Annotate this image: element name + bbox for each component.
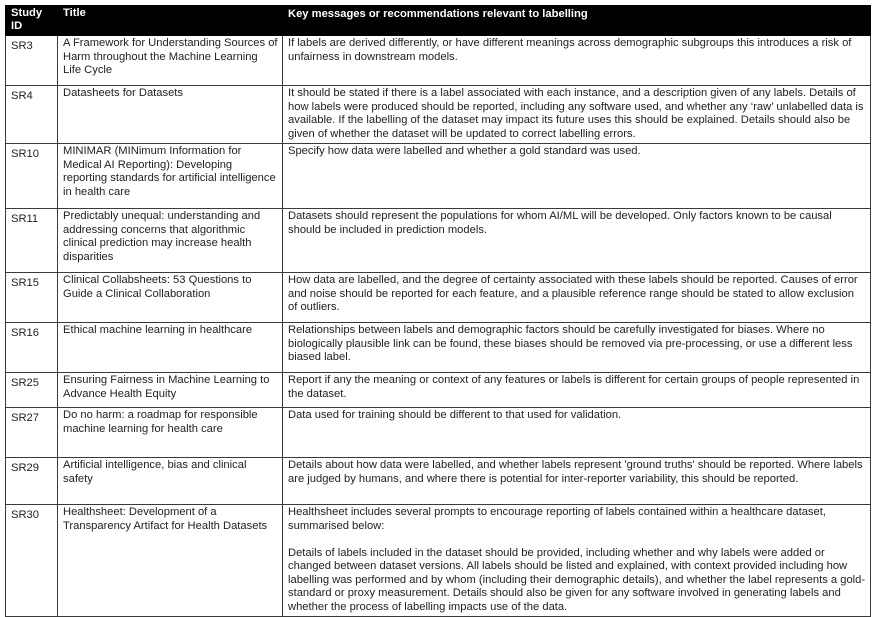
key-messages-cell (283, 323, 871, 373)
table-row (6, 144, 871, 209)
key-messages-cell (283, 209, 871, 273)
study-id-cell: SR25 (6, 373, 58, 408)
title-cell: MINIMAR (MINimum Information for Medical AI Reporting): Developing reporting standards for artificial intelligence in health care (58, 144, 283, 209)
header-study-id: Study ID (6, 6, 58, 36)
title-cell: Datasheets for Datasets (58, 86, 283, 144)
key-messages-cell (283, 86, 871, 144)
table-body (6, 36, 871, 617)
study-id-cell: SR10 (6, 144, 58, 209)
study-id-cell: SR29 (6, 458, 58, 505)
labelling-recommendations-table (5, 5, 871, 617)
table-header (6, 6, 871, 36)
key-messages-cell (283, 505, 871, 617)
key-message-text: If labels are derived differently, or have different meanings across demographic subgroups this introduces a risk of unfairness in downstream models. (288, 37, 852, 63)
table-row (6, 273, 871, 323)
study-id-cell: SR4 (6, 86, 58, 144)
table-row (6, 209, 871, 273)
title-cell: Ethical machine learning in healthcare (58, 323, 283, 373)
table-row (6, 36, 871, 86)
key-messages-cell (283, 144, 871, 209)
key-messages-cell (283, 408, 871, 458)
key-message-text: Report if any the meaning or context of any features or labels is different for certain groups of people represented in the dataset. (288, 374, 860, 400)
table-row (6, 86, 871, 144)
key-message-text: Details of labels included in the dataset should be provided, including whether and why labels were added or changed between dataset versions. All labels should be listed and explained, with context provided including how labelling was performed and by whom (including their demographic details), and whether the label represents a gold-standard or proxy measurement. Details should also be given for any software involved in generating labels and whether the process of labelling impacts use of the data. (288, 546, 866, 613)
key-message-text: Data used for training should be different to that used for validation. (288, 409, 622, 421)
study-id-cell: SR27 (6, 408, 58, 458)
study-id-cell: SR11 (6, 209, 58, 273)
table-row (6, 505, 871, 617)
key-messages-cell (283, 273, 871, 323)
key-messages-cell (283, 458, 871, 505)
key-message-text: Datasets should represent the populations for whom AI/ML will be developed. Only factors known to be causal should be included in prediction models. (288, 210, 832, 236)
table-row (6, 373, 871, 408)
key-messages-cell (283, 373, 871, 408)
table-row (6, 408, 871, 458)
title-cell: Do no harm: a roadmap for responsible machine learning for health care (58, 408, 283, 458)
key-message-text: How data are labelled, and the degree of certainty associated with these labels should be reported. Causes of error and noise should be reported for each feature, and a plausible reference range should be stated to allow exclusion of outliers. (288, 274, 858, 313)
key-message-intro: Healthsheet includes several prompts to encourage reporting of labels contained within a healthcare dataset, summarised below: (288, 506, 826, 532)
study-id-cell: SR15 (6, 273, 58, 323)
header-title: Title (58, 6, 283, 36)
title-cell: Clinical Collabsheets: 53 Questions to Guide a Clinical Collaboration (58, 273, 283, 323)
key-message-text: Details about how data were labelled, and whether labels represent 'ground truths' should be reported. Where labels are judged by humans, and where there is potential for inter-reporter variability, this should be reported. (288, 459, 863, 485)
header-key-messages: Key messages or recommendations relevant to labelling (283, 6, 871, 36)
title-cell: Artificial intelligence, bias and clinical safety (58, 458, 283, 505)
key-message-text: Relationships between labels and demographic factors should be carefully investigated for biases. Where no biologically plausible link can be found, these biases should be removed via pre-processing, or use a different less biased label. (288, 324, 853, 363)
study-id-cell: SR3 (6, 36, 58, 86)
title-cell: Predictably unequal: understanding and addressing concerns that algorithmic clinical prediction may increase health disparities (58, 209, 283, 273)
study-id-cell: SR16 (6, 323, 58, 373)
table-row (6, 323, 871, 373)
table-row (6, 458, 871, 505)
study-id-cell: SR30 (6, 505, 58, 617)
title-cell: Healthsheet: Development of a Transparency Artifact for Health Datasets (58, 505, 283, 617)
title-cell: A Framework for Understanding Sources of Harm throughout the Machine Learning Life Cycle (58, 36, 283, 86)
title-cell: Ensuring Fairness in Machine Learning to Advance Health Equity (58, 373, 283, 408)
key-message-text: Specify how data were labelled and whether a gold standard was used. (288, 145, 641, 157)
key-messages-cell (283, 36, 871, 86)
key-message-text: It should be stated if there is a label associated with each instance, and a description given of any labels. Details of how labels were produced should be reported, including any software used, and whether any ‘raw’ unlabelled data is available. If the labelling of the dataset may impact its future uses this should be explained. Details should also be given of whether the dataset will be updated to correct labelling errors. (288, 87, 864, 140)
